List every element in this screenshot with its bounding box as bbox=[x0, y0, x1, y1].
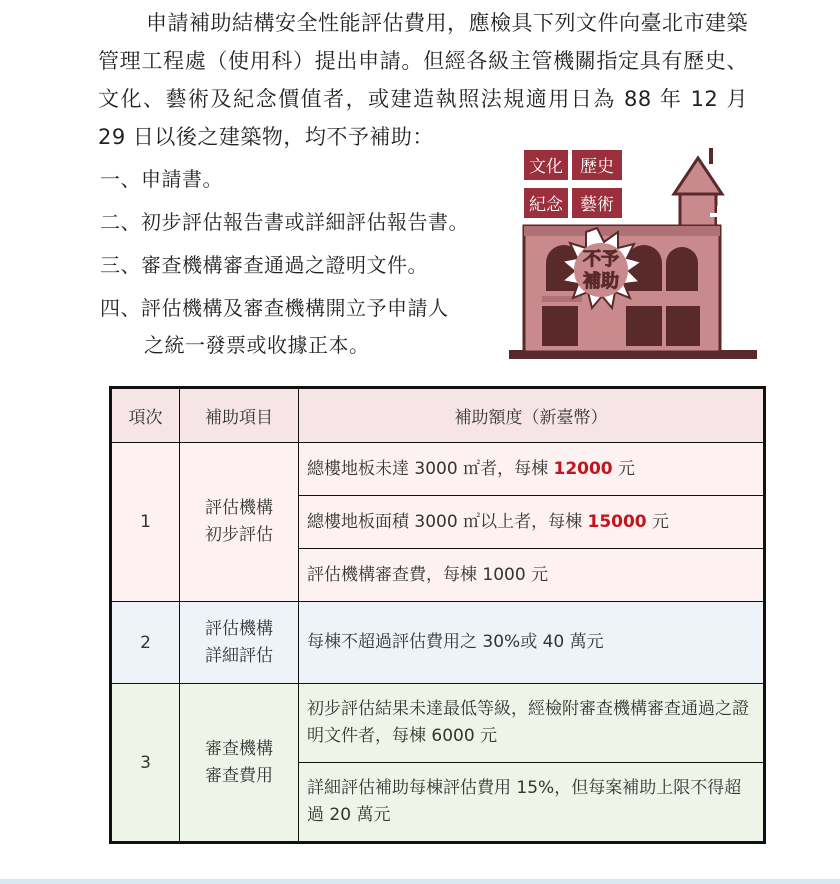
bottom-divider bbox=[0, 879, 840, 884]
row-1-item bbox=[180, 443, 299, 602]
row-1-no: 1 bbox=[111, 443, 180, 602]
row-1-item-line1: 評估機構 bbox=[205, 498, 273, 518]
lower-window-1 bbox=[542, 306, 578, 346]
cornice bbox=[524, 226, 720, 236]
table-row bbox=[111, 602, 765, 684]
tag-culture-label: 文化 bbox=[529, 157, 563, 177]
tag-history-label: 歷史 bbox=[580, 157, 614, 177]
table-row bbox=[111, 684, 765, 763]
arched-window-3 bbox=[666, 247, 698, 291]
amount-suffix: 元 bbox=[612, 458, 636, 479]
header-amount: 補助額度（新臺幣） bbox=[299, 388, 765, 443]
badge-text-line2: 補助 bbox=[583, 271, 619, 292]
heritage-building-illustration bbox=[506, 146, 760, 364]
row-2-no: 2 bbox=[111, 602, 180, 684]
header-item: 補助項目 bbox=[180, 388, 299, 443]
intro-text: 申請補助結構安全性能評估費用，應檢具下列文件向臺北市建築管理工程處（使用科）提出申請。但經各級主管機關指定具有歷史、文化、藝術及紀念價值者，或建造執照法規適用日為 88 年 12 月 29 日以後之建築物，均不予補助： bbox=[98, 11, 748, 149]
document-item-4-continued: 之統一發票或收據正本。 bbox=[144, 333, 370, 357]
row-3-item-line1: 審查機構 bbox=[205, 738, 273, 759]
amount-suffix: 元 bbox=[646, 511, 670, 532]
row-3-amount-2: 詳細評估補助每棟評估費用 15%，但每案補助上限不得超過 20 萬元 bbox=[299, 763, 765, 843]
row-1-item-line2: 初步評估 bbox=[205, 525, 273, 545]
row-3-item bbox=[180, 684, 299, 843]
amount-text: 總樓地板面積 3000 ㎡以上者，每棟 bbox=[307, 511, 588, 532]
row-1-amount-3: 評估機構審查費，每棟 1000 元 bbox=[299, 549, 765, 602]
document-item-3: 三、審查機構審查通過之證明文件。 bbox=[100, 253, 428, 277]
row-2-item bbox=[180, 602, 299, 684]
table-header-row bbox=[111, 388, 765, 443]
row-2-amount-1: 每棟不超過評估費用之 30%或 40 萬元 bbox=[299, 602, 765, 684]
document-list bbox=[100, 158, 520, 367]
row-1-amount-2 bbox=[299, 496, 765, 549]
tag-memorial-label: 紀念 bbox=[529, 195, 563, 215]
lower-window-3 bbox=[666, 306, 700, 346]
row-1-amount-1 bbox=[299, 443, 765, 496]
row-3-no: 3 bbox=[111, 684, 180, 843]
document-item-1: 一、申請書。 bbox=[100, 167, 223, 191]
intro-paragraph bbox=[98, 4, 748, 156]
row-3-amount-1: 初步評估結果未達最低等級，經檢附審查機構審查通過之證明文件者，每棟 6000 元 bbox=[299, 684, 765, 763]
tag-art-label: 藝術 bbox=[580, 195, 614, 215]
row-2-item-line2: 詳細評估 bbox=[205, 645, 273, 666]
document-item-4: 四、評估機構及審查機構開立予申請人 bbox=[100, 296, 449, 320]
tower-spire bbox=[709, 148, 713, 164]
subsidy-table bbox=[109, 386, 766, 844]
amount-text: 總樓地板未達 3000 ㎡者，每棟 bbox=[307, 458, 554, 479]
document-item-2: 二、初步評估報告書或詳細評估報告書。 bbox=[100, 210, 469, 234]
amount-highlight: 12000 bbox=[553, 458, 613, 479]
amount-highlight: 15000 bbox=[587, 511, 647, 532]
badge-text-line1: 不予 bbox=[583, 249, 619, 270]
row-2-item-line1: 評估機構 bbox=[205, 618, 273, 639]
header-no: 項次 bbox=[111, 388, 180, 443]
tower-roof bbox=[674, 158, 722, 194]
row-3-item-line2: 審查費用 bbox=[205, 765, 273, 786]
table-row bbox=[111, 443, 765, 496]
lower-window-2 bbox=[626, 306, 662, 346]
